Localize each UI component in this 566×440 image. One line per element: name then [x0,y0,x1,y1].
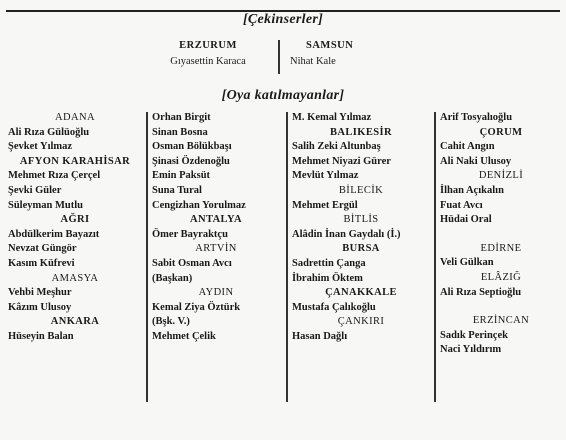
member-name: Hüdai Oral [440,214,492,226]
column-4 [440,111,562,358]
member-name: Arif Tosyalıoğlu [440,112,513,123]
member-name: Şevket Yılmaz [8,141,73,153]
province-heading: ÇANKIRI [337,316,385,328]
column-divider-2 [286,112,288,402]
member-name: Mevlüt Yılmaz [292,170,359,182]
column-2 [152,111,280,345]
member-name: Süleyman Mutlu [8,199,83,211]
member-name: Veli Gülkan [440,257,494,269]
province-heading: AYDIN [198,287,234,299]
province-heading: ADANA [55,112,95,123]
member-name: Ali Rıza Gülüoğlu [8,126,90,138]
member-name: Mehmet Çelik [152,330,216,342]
abstainer-name: Gıyasettin Karaca [170,56,246,67]
province-heading: ELÂZIĞ [480,271,522,283]
member-name: İbrahim Öktem [292,272,363,284]
member-name: M. Kemal Yılmaz [292,112,372,123]
member-name: Alâdin İnan Gaydalı (İ.) [292,228,401,240]
member-name: Suna Tural [152,184,202,196]
member-name: Hasan Dağlı [292,330,348,342]
member-name: Sinan Bosna [152,126,208,138]
province-heading: ERZİNCAN [472,315,530,327]
column-divider-3 [434,112,436,402]
spacer [440,228,562,242]
member-name: İlhan Açıkalın [440,184,504,196]
column-1 [8,111,142,345]
member-name: Kasım Küfrevi [8,257,75,269]
province-heading: SAMSUN [306,40,354,51]
province-heading: EDİRNE [480,242,522,254]
abstainer-samsun [290,38,390,70]
member-name: Sadık Perinçek [440,329,508,341]
abstainers-title: [Çekinserler] [242,12,324,27]
non-participants-title: [Oya katılmayanlar] [221,88,345,103]
province-heading: ÇANAKKALE [325,287,397,299]
member-name: (Başkan) [152,272,193,284]
province-heading: BALIKESİR [330,126,392,138]
province-heading: ERZURUM [179,40,237,51]
member-name: Kâzım Ulusoy [8,301,72,313]
abstainers-divider [278,40,280,74]
member-name: Abdülkerim Bayazıt [8,228,100,240]
province-heading: AFYON KARAHİSAR [19,155,131,167]
province-heading: DENİZLİ [478,170,524,182]
member-name: Mustafa Çalıkoğlu [292,301,376,313]
member-name: Hüseyin Balan [8,330,74,342]
member-name: Sadrettin Çanga [292,257,366,269]
member-name: Mehmet Rıza Çerçel [8,170,101,182]
abstainer-name: Nihat Kale [290,56,336,67]
province-heading: AMASYA [51,272,99,284]
member-name: Ömer Bayraktçu [152,228,228,240]
province-heading: AĞRI [60,214,90,226]
province-heading: ÇORUM [479,126,523,138]
member-name: Mehmet Ergül [292,199,358,211]
member-name: Salih Zeki Altunbaş [292,141,381,153]
member-name: Şinasi Özdenoğlu [152,155,230,167]
member-name: Osman Bölükbaşı [152,141,232,153]
column-divider-1 [146,112,148,402]
province-heading: BİLECİK [338,184,384,196]
province-heading: BURSA [342,243,380,255]
province-heading: ARTVİN [195,243,237,255]
province-heading: ANKARA [50,316,100,328]
member-name: Sabit Osman Avcı [152,257,232,269]
spacer [440,300,562,314]
member-name: Nevzat Güngör [8,243,77,255]
member-name: Vehbi Meşhur [8,287,72,299]
abstainer-erzurum [146,38,270,70]
member-name: Mehmet Niyazi Gürer [292,155,391,167]
member-name: Cengizhan Yorulmaz [152,199,246,211]
member-name: Kemal Ziya Öztürk [152,301,241,313]
member-name: Ali Naki Ulusoy [440,155,512,167]
member-name: Naci Yıldırım [440,344,502,356]
member-name: Emin Paksüt [152,170,211,182]
member-name: Cahit Angın [440,141,495,153]
column-3 [292,111,430,345]
member-name: Orhan Birgit [152,112,211,123]
province-heading: ANTALYA [189,214,242,226]
member-name: Ali Rıza Septioğlu [440,286,522,298]
member-name: Şevki Güler [8,184,62,196]
province-heading: BİTLİS [343,214,379,226]
member-name: Fuat Avcı [440,199,483,211]
member-name: (Bşk. V.) [152,316,190,328]
